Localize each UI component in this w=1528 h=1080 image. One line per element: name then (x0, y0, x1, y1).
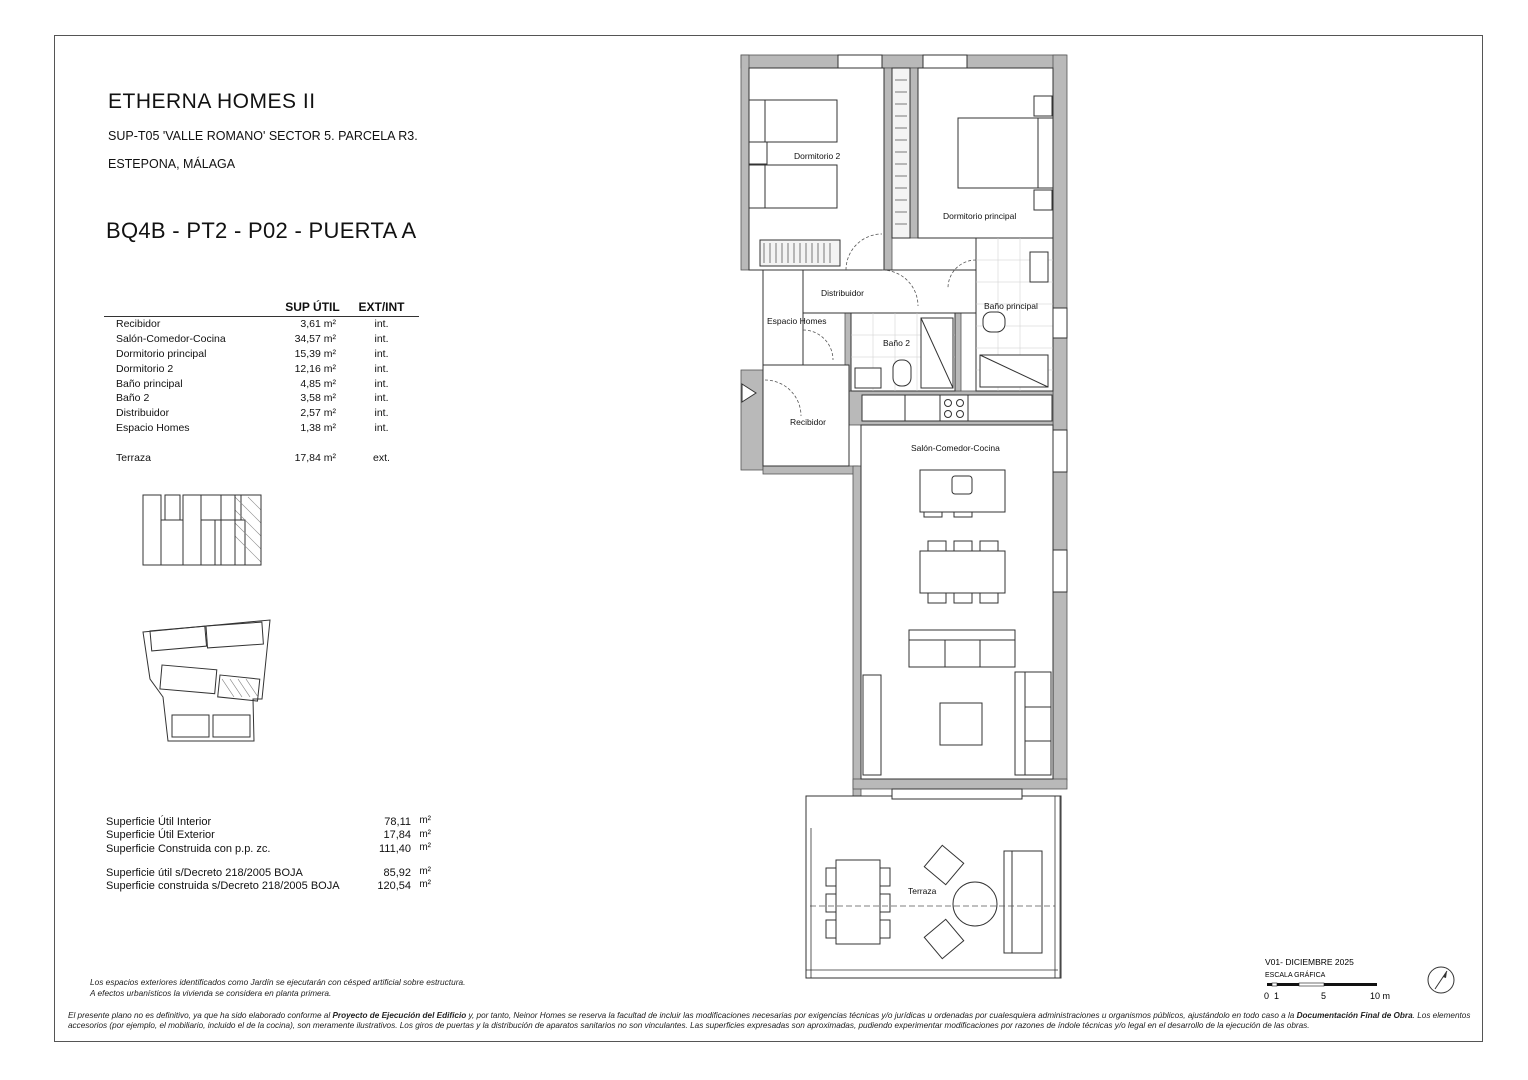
area-surface: 3,61 m² (300, 318, 336, 331)
area-type: int. (374, 377, 389, 390)
summary-unit: m² (419, 879, 431, 891)
scale-tick-0: 0 (1264, 991, 1270, 1001)
disclaimer-bold-2: Documentación Final de Obra (1296, 1011, 1413, 1020)
label-dormitorio-2: Dormitorio 2 (794, 151, 841, 161)
area-surface: 17,84 m² (294, 451, 336, 464)
scale-tick-10: 10 m (1370, 991, 1391, 1001)
note-floor: A efectos urbanísticos la vivienda se considera en planta primera. (90, 988, 332, 998)
disclaimer-part-1: El presente plano no es definitivo, ya que ha sido elaborado conforme al (68, 1011, 333, 1020)
area-surface: 3,58 m² (300, 392, 336, 405)
summary-unit: m² (419, 842, 431, 854)
area-name: Dormitorio principal (116, 347, 207, 360)
summary-value: 17,84 (383, 829, 411, 842)
label-recibidor: Recibidor (790, 417, 826, 427)
beds-dormitorio-2 (749, 100, 840, 266)
area-surface: 12,16 m² (294, 362, 336, 375)
summary-value: 78,11 (384, 815, 411, 828)
address-line-1: SUP-T05 'VALLE ROMANO' SECTOR 5. PARCELA R3. (108, 129, 418, 143)
label-bano-2: Baño 2 (883, 338, 910, 348)
label-espacio-homes: Espacio Homes (767, 316, 827, 326)
summary-name: Superficie Útil Interior (106, 815, 212, 828)
area-type: int. (374, 333, 389, 346)
summary-value: 120,54 (377, 880, 411, 893)
disclaimer-part-3: . Los elementos accesorios (por ejemplo, el mobiliario, incluido el de la cocina), son meramente ilustrativos. Los giros de puertas y la distribución de aparatos sanitarios no son vinculantes. Las superficies expresadas son aproximadas, pudiendo experimentar modificaciones por razones de índole técnicas y/o legal en el desarrollo de la ejecución de las obras. (68, 1011, 1471, 1031)
summary-name: Superficie útil s/Decreto 218/2005 BOJA (106, 866, 303, 879)
area-type: ext. (373, 451, 390, 464)
area-type: int. (374, 421, 389, 434)
kitchen-counter (862, 395, 1052, 421)
areas-header-surface: SUP ÚTIL (281, 300, 344, 317)
scale-tick-1: 1 (1274, 991, 1280, 1001)
wardrobe-corridor (892, 68, 910, 238)
room-recibidor (763, 365, 849, 466)
area-type: int. (374, 347, 389, 360)
disclaimer-bold-1: Proyecto de Ejecución del Edificio (332, 1011, 467, 1020)
area-type: int. (374, 362, 389, 375)
label-salon: Salón-Comedor-Cocina (911, 443, 1000, 453)
summary-unit: m² (419, 815, 431, 826)
area-name: Dormitorio 2 (116, 362, 174, 375)
dining-table (920, 541, 1005, 603)
label-terraza: Terraza (908, 886, 937, 896)
summary-value: 111,40 (378, 842, 411, 855)
summary-unit: m² (419, 828, 431, 840)
summary-name: Superficie Útil Exterior (106, 829, 215, 842)
label-distribuidor: Distribuidor (821, 288, 864, 298)
area-surface: 1,38 m² (300, 421, 336, 434)
scale-bar (1267, 983, 1377, 986)
area-name: Baño 2 (116, 392, 150, 405)
area-type: int. (374, 318, 389, 331)
area-surface: 2,57 m² (300, 407, 336, 420)
kitchen-island (920, 470, 1005, 517)
areas-header-extint: EXT/INT (344, 300, 419, 317)
area-name: Distribuidor (116, 407, 170, 420)
project-title: ETHERNA HOMES II (108, 90, 316, 113)
area-name: Terraza (116, 451, 152, 464)
note-gardens: Los espacios exteriores identificados como Jardín se ejecutarán con césped artificial sobre estructura. (90, 977, 466, 987)
scale-label: ESCALA GRÁFICA (1265, 972, 1326, 979)
area-type: int. (374, 407, 389, 420)
summary-name: Superficie construida s/Decreto 218/2005 BOJA (106, 880, 340, 893)
unit-title: BQ4B - PT2 - P02 - PUERTA A (106, 218, 417, 243)
scale-tick-5: 5 (1321, 991, 1327, 1001)
area-type: int. (374, 392, 389, 405)
summary-value: 85,92 (383, 866, 411, 879)
label-bano-principal: Baño principal (984, 301, 1038, 311)
area-name: Recibidor (116, 318, 161, 331)
area-name: Salón-Comedor-Cocina (116, 333, 226, 346)
label-dormitorio-principal: Dormitorio principal (943, 211, 1017, 221)
summary-name: Superficie Construida con p.p. zc. (106, 842, 271, 855)
address-line-2: ESTEPONA, MÁLAGA (108, 157, 236, 171)
disclaimer-part-2: y, por tanto, Neinor Homes se reserva la facultad de incluir las modificaciones necesarias por exigencias técnicas y/o jurídicas u ordenadas por cualesquiera administraciones u organismos públicos, ajustándolo en todo caso a la (466, 1011, 1297, 1020)
area-surface: 34,57 m² (294, 333, 336, 346)
area-name: Espacio Homes (116, 421, 190, 434)
area-name: Baño principal (116, 377, 183, 390)
area-surface: 4,85 m² (300, 377, 336, 390)
area-surface: 15,39 m² (294, 347, 336, 360)
version-label: V01- DICIEMBRE 2025 (1265, 957, 1354, 967)
summary-unit: m² (419, 865, 431, 877)
north-compass-icon (1428, 967, 1454, 993)
